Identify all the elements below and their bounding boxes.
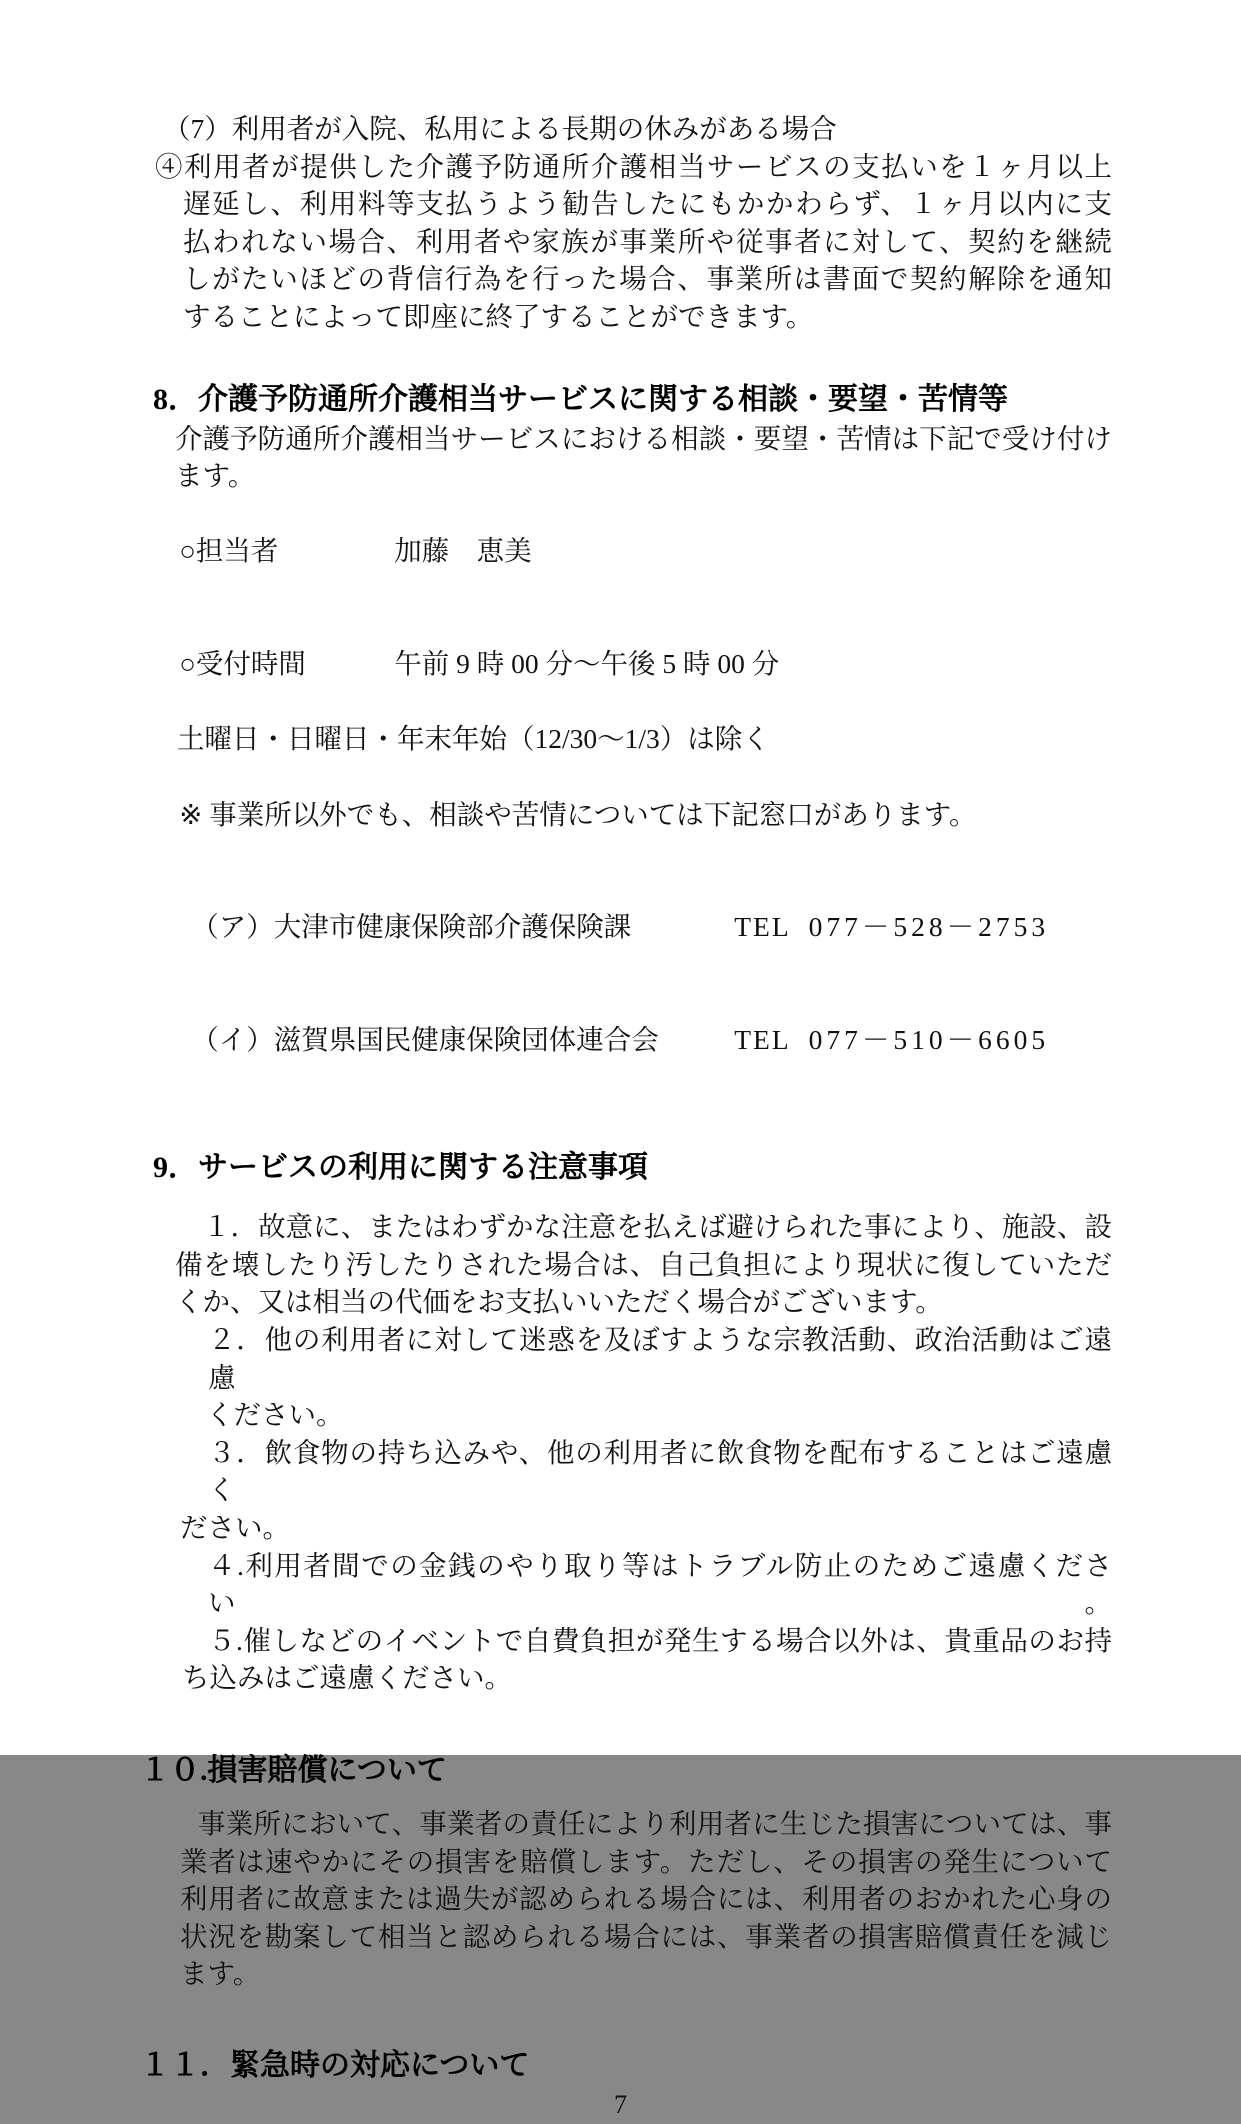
section-9-heading: 9．サービスの利用に関する注意事項 [153,1151,648,1185]
section-11-heading: １１．緊急時の対応について [140,2048,530,2082]
rule-line: ５.催しなどのイベントで自費負担が発生する場合以外は、貴重品のお持 [208,1624,1112,1656]
clause-4-line: ④利用者が提供した介護予防通所介護相当サービスの支払いを１ヶ月以上 [155,150,1112,182]
damages-line: 業者は速やかにその損害を賠償します。ただし、その損害の発生について [180,1845,1112,1877]
reception-hours-row [138,608,1241,721]
rule-line: ください。 [206,1399,344,1431]
external-note-line [138,758,1241,871]
tel-label: TEL [734,1024,791,1056]
rule-line: ４.利用者間での金銭のやり取り等はトラブル防止のためご遠慮ください。 [208,1549,1112,1619]
damages-line: 利用者に故意または過失が認められる場合には、利用者のおかれた心身の [180,1883,1112,1915]
rule-line: ２．他の利用者に対して迷惑を及ぼすような宗教活動、政治活動はご遠慮 [208,1324,1112,1393]
damages-line: ます。 [180,1958,261,1990]
section-8-body [0,420,1241,1097]
clause-4-line: しがたいほどの背信行為を行った場合、事業所は書面で契約解除を通知 [183,263,1112,295]
termination-clause-block [0,110,1241,336]
damages-line: 事業所において、事業者の責任により利用者に生じた損害については、事 [198,1807,1112,1839]
reception-hours-value: 午前 9 時 00 分～午後 5 時 00 分 [394,648,780,680]
section-8-heading: 8．介護予防通所介護相当サービスに関する相談・要望・苦情等 [153,382,1008,416]
contact-person-row [138,495,1241,608]
rule-line: １．故意に、またはわずかな注意を払えば避けられた事により、施設、設 [203,1211,1112,1243]
external-contact-row [150,983,1241,1096]
clause-item-7-line: （7）利用者が入院、私用による長期の休みがある場合 [163,113,837,144]
note-mark: ※ [179,798,203,830]
tel-number: 077－510－6605 [808,1024,1050,1056]
clause-4-line: することによって即座に終了することができます。 [183,300,814,332]
tel-label: TEL [734,911,791,943]
section-10-heading: １０.損害賠償について [140,1753,447,1787]
contact-person-label: ○担当者 [179,535,279,567]
rule-line: ださい。 [180,1512,290,1543]
rule-line: くか、又は相当の代価をお支払いいただく場合がございます。 [175,1286,943,1318]
tel-number: 077－528－2753 [808,911,1050,943]
contact-name: （イ）滋賀県国民健康保険団体連合会 [191,1024,659,1056]
clause-4-line: 払われない場合、利用者や家族が事業所や従事者に対して、契約を継続 [183,225,1112,257]
rule-line: 備を壊したり汚したりされた場合は、自己負担により現状に復していただ [175,1248,1112,1280]
section-8-intro-line: ます。 [175,460,256,492]
page-number: 7 [614,2089,627,2119]
section-8-intro-line: 介護予防通所介護相当サービスにおける相談・要望・苦情は下記で受け付け [175,422,1112,454]
contact-person-value: 加藤 恵美 [394,535,532,567]
section-10-body [0,1805,1241,1993]
reception-hours-label: ○受付時間 [179,648,306,680]
rule-line: ち込みはご遠慮ください。 [182,1662,512,1694]
external-note-text: 事業所以外でも、相談や苦情については下記窓口があります。 [209,798,977,830]
damages-line: 状況を勘案して相当と認められる場合には、事業者の損害賠償責任を減じ [180,1920,1112,1952]
section-9-body [0,1208,1241,1697]
clause-4-line: 遅延し、利用料等支払うよう勧告したにもかかわらず、１ヶ月以内に支 [183,188,1112,220]
contact-name: （ア）大津市健康保険部介護保険課 [191,911,632,943]
rule-line: ３．飲食物の持ち込みや、他の利用者に飲食物を配布することはご遠慮く [208,1436,1112,1506]
reception-note-line: 土曜日・日曜日・年末年始（12/30～1/3）は除く [177,723,770,755]
external-contact-row [150,871,1241,984]
